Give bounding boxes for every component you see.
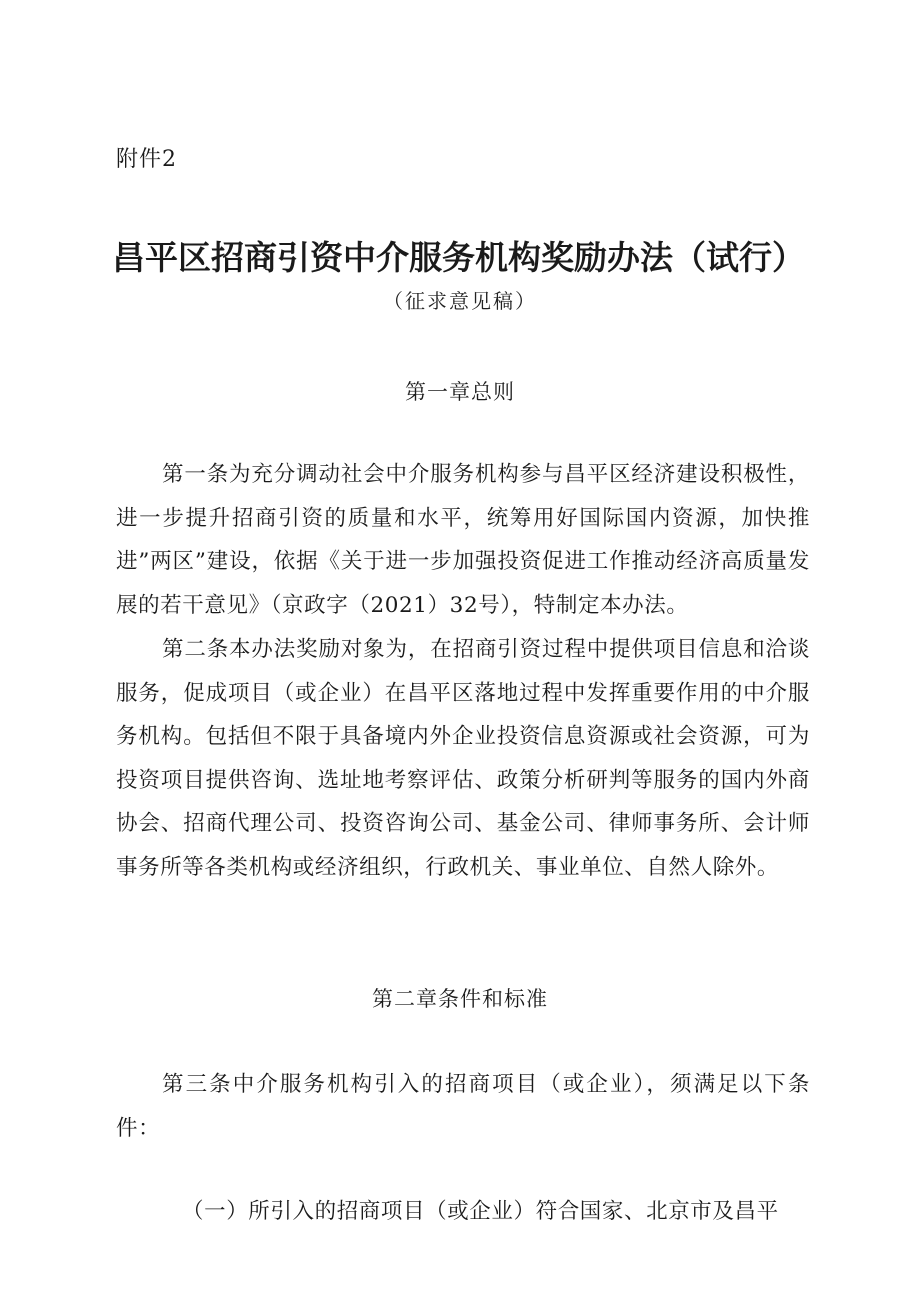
document-title: 昌平区招商引资中介服务机构奖励办法（试行） <box>112 238 805 277</box>
document-subtitle: （征求意见稿） <box>383 289 537 313</box>
article-paragraph: 第三条中介服务机构引入的招商项目（或企业），须满足以下条件： <box>116 1072 810 1141</box>
article-paragraph: 第二条本办法奖励对象为，在招商引资过程中提供项目信息和洽谈服务，促成项目（或企业）在昌平区落地过程中发挥重要作用的中介服务机构。包括但不限于具备境内外企业投资信息资源或社会资源，可为投资项目提供咨询、选址地考察评估、政策分析研判等服务的国内外商协会、招商代理公司、投资咨询公司、基金公司、律师事务所、会计师事务所等各类机构或经济组织，行政机关、事业单位、自然人除外。 <box>116 637 810 880</box>
chapter-heading: 第二章条件和标准 <box>372 987 548 1011</box>
chapter-heading: 第一章总则 <box>405 380 515 404</box>
article-paragraph: 第一条为充分调动社会中介服务机构参与昌平区经济建设积极性，进一步提升招商引资的质量和水平，统筹用好国际国内资源，加快推进”两区”建设，依据《关于进一步加强投资促进工作推动经济高质量发展的若干意见》（京政字（2021）32号），特制定本办法。 <box>116 462 810 618</box>
attachment-label: 附件2 <box>116 147 177 172</box>
list-item-paragraph: （一）所引入的招商项目（或企业）符合国家、北京市及昌平 <box>182 1199 779 1224</box>
